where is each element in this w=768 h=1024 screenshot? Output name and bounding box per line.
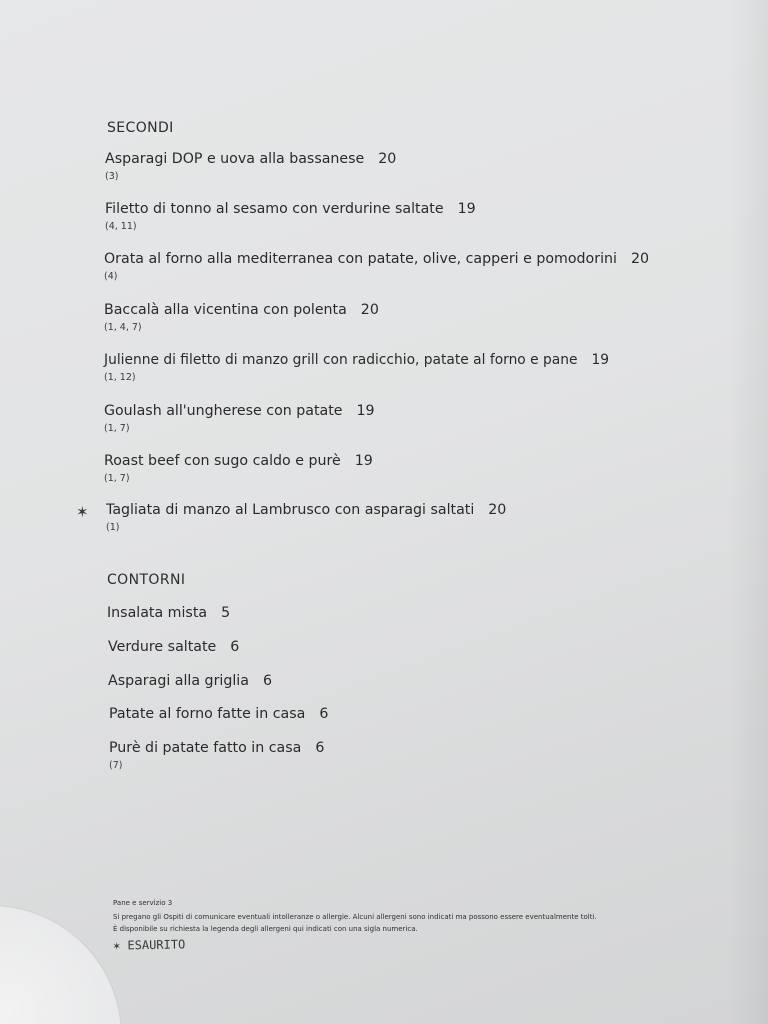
item-price: 5 [221,605,231,621]
footer-allergen-legend: È disponibile su richiesta la legenda degli allergeni qui indicati con una sigla numerica. [113,925,418,933]
menu-item [108,639,768,655]
item-name: Baccalà alla vicentina con polenta [104,302,347,318]
menu-item [104,302,768,333]
item-name: Roast beef con sugo caldo e purè [104,453,341,469]
item-price: 19 [356,403,375,419]
item-allergens: (1, 7) [104,473,130,484]
item-price: 20 [360,302,379,318]
item-allergens: (1) [106,522,120,533]
item-name: Purè di patate fatto in casa [109,740,302,756]
item-name: Asparagi DOP e uova alla bassanese [105,151,365,167]
item-price: 19 [354,453,373,469]
item-price: 19 [591,352,610,368]
item-name: Orata al forno alla mediterranea con patate, olive, capperi e pomodorini [104,251,617,267]
item-name: Goulash all'ungherese con patate [104,403,343,419]
menu-item [106,502,768,533]
page-curl [0,905,122,1024]
section-heading-contorni: CONTORNI [107,572,186,588]
menu-item [109,706,768,722]
item-name: Tagliata di manzo al Lambrusco con asparagi saltati [106,502,475,518]
menu-item [104,251,768,282]
item-name: Insalata mista [107,605,208,621]
menu-item [104,352,768,383]
footer-allergy-notice: Si pregano gli Ospiti di comunicare eventuali intolleranze o allergie. Alcuni allergeni sono indicati ma possono essere eventualmente tolti. [113,913,597,921]
item-price: 19 [457,201,476,217]
menu-item [105,201,768,232]
item-allergens: (4, 11) [105,221,137,232]
item-name: Julienne di filetto di manzo grill con radicchio, patate al forno e pane [104,352,578,368]
handwritten-sold-out-note: ✶ ESAURITO [112,937,186,953]
handwritten-star-mark: ✶ [76,503,89,521]
item-price: 6 [319,706,329,722]
section-heading-secondi: SECONDI [107,120,174,136]
item-allergens: (7) [109,760,123,771]
menu-item [104,453,768,484]
item-allergens: (3) [105,171,119,182]
item-name: Verdure saltate [108,639,217,655]
menu-footer [113,897,673,935]
item-allergens: (1, 7) [104,423,130,434]
menu-item [108,673,768,689]
item-allergens: (1, 4, 7) [104,322,142,333]
item-price: 20 [488,502,507,518]
menu-item [109,740,768,771]
item-name: Patate al forno fatte in casa [109,706,306,722]
item-price: 20 [630,251,650,267]
item-price: 20 [378,151,397,167]
menu-item [107,605,768,621]
menu-item [104,403,768,434]
item-name: Asparagi alla griglia [108,673,249,689]
item-price: 6 [315,740,325,756]
item-price: 6 [262,673,272,689]
item-name: Filetto di tonno al sesamo con verdurine saltate [105,201,444,217]
item-allergens: (1, 12) [104,372,136,383]
item-price: 6 [230,639,240,655]
menu-item [105,151,768,182]
footer-service-charge: Pane e servizio 3 [113,899,173,907]
item-allergens: (4) [104,271,118,282]
